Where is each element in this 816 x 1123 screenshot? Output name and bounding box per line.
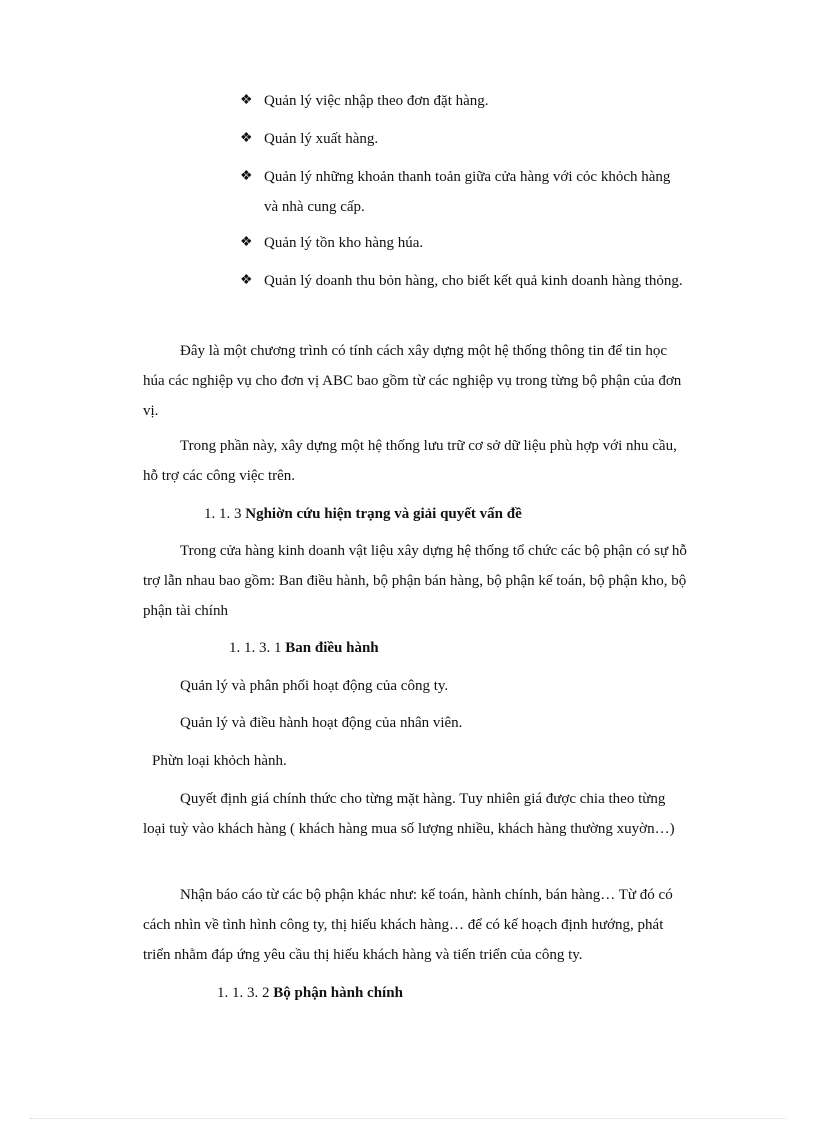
diamond-bullet-icon: ❖ <box>240 93 253 108</box>
paragraph: Nhận báo cáo từ các bộ phận khác như: kế toán, hành chính, bán hàng… Từ đó có cách nhìn về tình hình công ty, thị hiếu khách hàng… để có kế hoạch định hướng, phát triển nhằm đáp ứng yêu cầu thị hiếu khách hàng và tiến triển của công ty. <box>143 887 673 963</box>
bullet-text: Quản lý những khoản thanh toản giữa cửa hàng với cỏc khỏch hàng và nhà cung cấp. <box>264 169 671 215</box>
bullet-item <box>240 266 688 296</box>
bullet-text: Quản lý tồn kho hàng húa. <box>264 235 424 251</box>
diamond-bullet-icon: ❖ <box>240 235 253 250</box>
subsection-heading <box>217 978 688 1008</box>
paragraph: Quản lý và điều hành hoạt động của nhân viên. <box>180 715 463 731</box>
heading-number: 1. 1. 3. 1 <box>229 640 282 656</box>
heading-title: Ban điều hành <box>285 640 379 656</box>
heading-title: Bộ phận hành chính <box>273 985 403 1001</box>
paragraph: Quyết định giá chính thức cho từng mặt hàng. Tuy nhiên giá được chia theo từng loại tuỳ vào khách hàng ( khách hàng mua số lượng nhiều, khách hàng thường xuyờn…) <box>143 791 675 837</box>
section-heading <box>204 499 688 529</box>
paragraph: Quản lý và phân phối hoạt động của công ty. <box>180 678 449 694</box>
heading-title: Nghiờn cứu hiện trạng và giải quyết vấn đề <box>245 506 522 522</box>
heading-number: 1. 1. 3 <box>204 506 242 522</box>
bullet-item <box>240 86 688 116</box>
subsection-heading <box>229 633 688 663</box>
bullet-text: Quản lý xuất hàng. <box>264 131 379 147</box>
bullet-text: Quản lý việc nhập theo đơn đặt hàng. <box>264 93 489 109</box>
paragraph: Trong cửa hàng kinh doanh vật liệu xây dựng hệ thống tổ chức các bộ phận có sự hỗ trợ lẫn nhau bao gồm: Ban điều hành, bộ phận bán hàng, bộ phận kế toán, bộ phận kho, bộ phận tài chính <box>143 543 687 619</box>
heading-number: 1. 1. 3. 2 <box>217 985 270 1001</box>
bullet-text: Quản lý doanh thu bỏn hàng, cho biết kết quả kinh doanh hàng thỏng. <box>264 273 683 289</box>
diamond-bullet-icon: ❖ <box>240 169 253 184</box>
page-bottom-divider <box>30 1118 786 1119</box>
bullet-item <box>240 124 688 154</box>
bullet-item <box>240 228 688 258</box>
paragraph: Trong phần này, xây dựng một hệ thống lưu trữ cơ sở dữ liệu phù hợp với nhu cầu, hỗ trợ các công việc trên. <box>143 438 677 484</box>
diamond-bullet-icon: ❖ <box>240 131 253 146</box>
diamond-bullet-icon: ❖ <box>240 273 253 288</box>
paragraph: Phừn loại khỏch hành. <box>152 753 287 769</box>
paragraph: Đây là một chương trình có tính cách xây dựng một hệ thống thông tin để tin học húa các nghiệp vụ cho đơn vị ABC bao gồm từ các nghiệp vụ trong từng bộ phận của đơn vị. <box>143 343 682 419</box>
bullet-item <box>240 162 688 222</box>
